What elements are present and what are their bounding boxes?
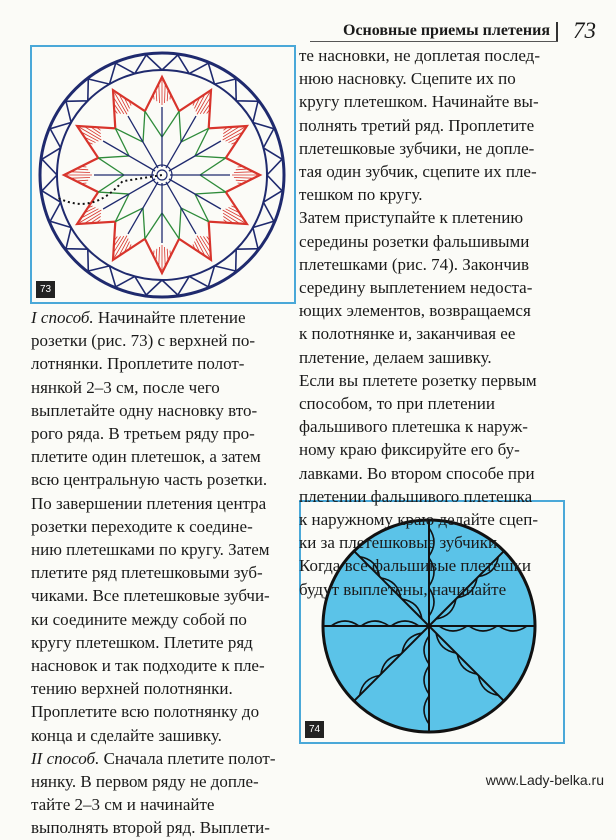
green-web-line <box>200 175 226 192</box>
line-text: розетки переходите к соедине- <box>31 516 253 536</box>
red-hatch <box>165 247 166 266</box>
line-text: По завершении плетения центра <box>31 493 267 513</box>
right-column-line <box>299 531 561 554</box>
left-text-column <box>31 306 301 840</box>
line-text: кругу плетешком. Начинайте вы- <box>299 92 539 112</box>
green-web-line <box>143 208 145 239</box>
right-column-line <box>299 322 561 345</box>
line-text: плетении фальшивого плетешка <box>299 486 533 506</box>
left-column-line <box>31 608 301 631</box>
left-column-line <box>31 538 301 561</box>
line-text: плетите ряд плетешковыми зуб- <box>31 563 263 583</box>
left-column-line <box>31 793 301 816</box>
left-column-line <box>31 468 301 491</box>
left-column-line <box>31 492 301 515</box>
line-text: полнять третий ряд. Проплетите <box>299 115 535 135</box>
line-text: Затем приступайте к плетению <box>299 208 524 228</box>
line-text: плетешками (рис. 74). Закончив <box>299 254 530 274</box>
line-text: ки соедините между собой по <box>31 609 247 629</box>
line-text: будут выплетены, начинайте <box>299 579 507 599</box>
line-text: ки за плетешковые зубчики. <box>299 533 502 553</box>
line-text: к полотнянке и, заканчивая ее <box>299 324 516 344</box>
red-star-outline <box>64 77 260 273</box>
line-text: фальшивого плетешка к наруж- <box>299 417 528 437</box>
header-rule <box>310 41 558 42</box>
right-column-line <box>299 114 561 137</box>
right-column-line <box>299 137 561 160</box>
red-hatch <box>234 178 253 179</box>
line-text: кругу плетешком. Плетите ряд <box>31 632 253 652</box>
right-column-line <box>299 299 561 322</box>
right-column-line <box>299 160 561 183</box>
green-web-line <box>179 208 181 239</box>
red-hatch <box>156 249 157 262</box>
green-web-line <box>98 156 129 158</box>
left-column-line <box>31 816 301 839</box>
right-column-line <box>299 90 561 113</box>
line-text: лавками. Во втором способе при <box>299 463 535 483</box>
red-hatch <box>156 88 157 101</box>
right-column-line <box>299 276 561 299</box>
line-text: тению верхней полотнянки. <box>31 679 233 699</box>
line-text: выполнять второй ряд. Выплети- <box>31 818 270 838</box>
left-column-line <box>31 700 301 723</box>
line-text: те насновки, не доплетая послед- <box>299 46 540 65</box>
right-column-line <box>299 230 561 253</box>
left-column-line <box>31 306 301 329</box>
line-text: Начинайте плетение <box>93 308 246 327</box>
line-text: выплетайте одну насновку вто- <box>31 400 258 420</box>
red-hatch <box>75 169 88 170</box>
figure-73-label: 73 <box>36 281 55 298</box>
method-label: II способ. <box>31 748 100 768</box>
left-column-line <box>31 399 301 422</box>
right-column-line <box>299 392 561 415</box>
green-web-line <box>145 111 162 137</box>
line-text: Сначала плетите полот- <box>99 748 276 768</box>
right-column-line <box>299 206 561 229</box>
green-web-line <box>98 175 124 192</box>
green-web-line <box>162 213 179 239</box>
line-text: середину выплетением недоста- <box>299 278 533 298</box>
left-column-line <box>31 770 301 793</box>
green-web-line <box>145 213 162 239</box>
figure-73-drawing <box>32 47 294 302</box>
red-hatch <box>234 172 253 173</box>
right-column-line <box>299 369 561 392</box>
line-text: тая один зубчик, сцепите их пле- <box>299 162 537 182</box>
center-ring <box>152 165 172 185</box>
red-hatch <box>167 88 168 101</box>
left-column-line <box>31 515 301 538</box>
right-text-column <box>299 44 561 601</box>
center-ring-small <box>157 170 167 180</box>
green-web-line <box>143 111 145 142</box>
right-column-line <box>299 67 561 90</box>
chapter-title: Основные приемы плетения <box>343 22 550 39</box>
red-hatch <box>236 169 249 170</box>
right-column-line <box>299 253 561 276</box>
right-column-line <box>299 578 561 601</box>
line-text: чиками. Все плетешковые зубчи- <box>31 586 270 606</box>
left-column-line <box>31 631 301 654</box>
line-text: плетешковые зубчики, не допле- <box>299 138 535 158</box>
green-web-line <box>162 111 179 137</box>
line-text: тешком по кругу. <box>299 185 423 205</box>
figure-74-label: 74 <box>305 721 324 738</box>
green-web-line <box>98 158 124 175</box>
left-column-line <box>31 422 301 445</box>
line-text: розетки (рис. 73) с верхней по- <box>31 331 256 351</box>
green-web-line <box>98 192 129 194</box>
left-column-line <box>31 561 301 584</box>
left-column-line <box>31 376 301 399</box>
red-hatch <box>159 247 160 266</box>
left-column-line <box>31 584 301 607</box>
line-text: насновок и так подходите к пле- <box>31 656 265 676</box>
left-column-line <box>31 654 301 677</box>
line-text: всю центральную часть розетки. <box>31 470 268 490</box>
line-text: к наружному краю делайте сцеп- <box>299 510 538 530</box>
line-text: ному краю фиксируйте его бу- <box>299 440 520 460</box>
left-column-line <box>31 747 301 770</box>
right-column-line <box>299 183 561 206</box>
line-text: нянкой 2–3 см, после чего <box>31 377 220 397</box>
header-divider <box>556 22 558 42</box>
page-number: 73 <box>573 18 596 43</box>
right-column-line <box>299 508 561 531</box>
green-web-line <box>195 156 226 158</box>
red-hatch <box>75 180 88 181</box>
figure-73 <box>30 45 296 304</box>
red-hatch <box>71 178 90 179</box>
right-column-line <box>299 462 561 485</box>
left-column-line <box>31 329 301 352</box>
line-text: рого ряда. В третьем ряду про- <box>31 424 255 444</box>
green-web-line <box>200 158 226 175</box>
line-text: Проплетите всю полотнянку до <box>31 702 260 722</box>
right-column-line <box>299 485 561 508</box>
green-web-line <box>179 111 181 142</box>
line-text: нянку. В первом ряду не допле- <box>31 772 259 792</box>
right-column-line <box>299 554 561 577</box>
line-text: плетите один плетешок, а затем <box>31 447 261 467</box>
red-hatch <box>71 172 90 173</box>
left-column-line <box>31 445 301 468</box>
method-label: I способ. <box>31 308 94 327</box>
green-web-line <box>195 192 226 194</box>
right-column-line <box>299 44 561 67</box>
line-text: Когда все фальшивые плетешки <box>299 556 531 576</box>
line-text: плетение, делаем зашивку. <box>299 347 492 367</box>
right-column-line <box>299 415 561 438</box>
line-text: Если вы плетете розетку первым <box>299 370 537 390</box>
right-column-line <box>299 346 561 369</box>
line-text: нюю насновку. Сцепите их по <box>299 69 516 89</box>
line-text: нию плетешками по кругу. Затем <box>31 540 270 560</box>
running-header <box>310 20 600 42</box>
line-text: способом, то при плетении <box>299 394 495 414</box>
red-hatch <box>159 84 160 103</box>
line-text: ющих элементов, возвращаемся <box>299 301 531 321</box>
line-text: середины розетки фальшивыми <box>299 231 530 251</box>
red-hatch <box>165 84 166 103</box>
right-column-line <box>299 438 561 461</box>
red-hatch <box>236 180 249 181</box>
red-hatch <box>167 249 168 262</box>
site-url: www.Lady-belka.ru <box>485 772 604 788</box>
left-column-line <box>31 724 301 747</box>
left-column-line <box>31 677 301 700</box>
left-column-line <box>31 352 301 375</box>
line-text: тайте 2–3 см и начинайте <box>31 795 215 815</box>
line-text: конца и сделайте зашивку. <box>31 725 222 745</box>
line-text: лотнянки. Проплетите полот- <box>31 354 245 374</box>
